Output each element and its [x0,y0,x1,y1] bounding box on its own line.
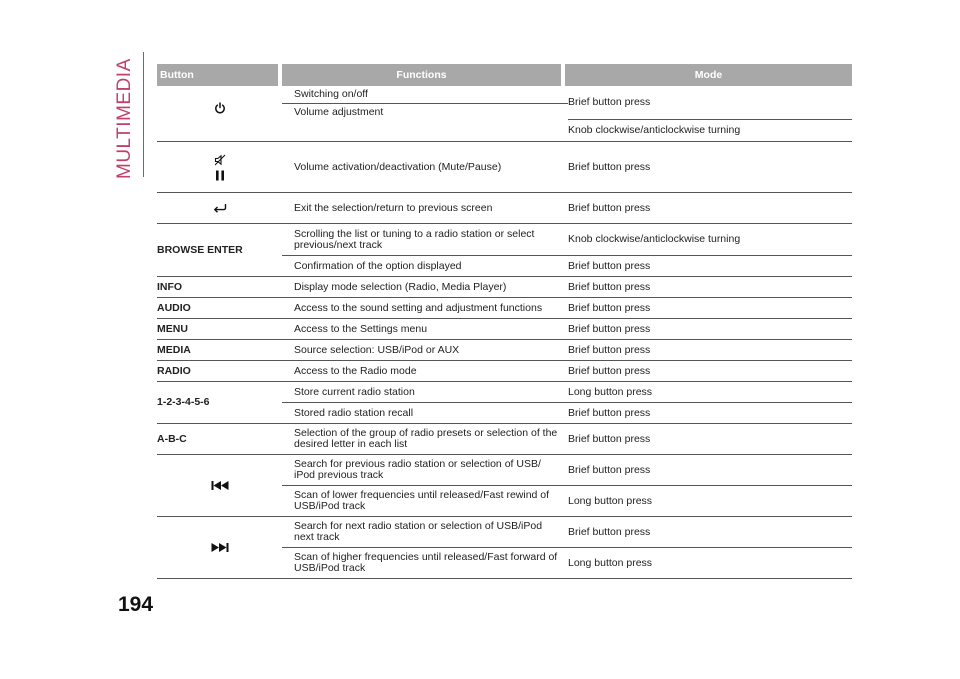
table-row [282,455,852,485]
table-cell: Access to the Settings menu [294,322,428,335]
radio-button-label: RADIO [157,364,191,377]
power-icon [214,102,226,114]
audio-button-label: AUDIO [157,301,191,314]
table-cell: Brief button press [568,160,651,173]
table-cell: Long button press [568,494,653,507]
table-cell: Brief button press [568,463,651,476]
table-header [157,64,852,86]
menu-group [157,319,852,340]
audio-group [157,298,852,319]
table-cell: Stored radio station recall [294,406,414,419]
prev-button-cell [157,455,282,516]
table-cell: Brief button press [568,301,651,314]
table-cell: Access to the sound setting and adjustment functions [294,301,543,314]
presets-group [157,382,852,424]
section-label: MULTIMEDIA [114,58,135,180]
table-cell: Brief button press [568,86,852,120]
table-row [282,361,852,381]
table-row [282,193,852,223]
radio-group [157,361,852,382]
table-cell: Exit the selection/return to previous screen [294,201,493,214]
info-button-label: INFO [157,280,183,293]
table-cell: Store current radio station [294,385,415,398]
table-row [282,319,852,339]
table-cell: Long button press [568,385,653,398]
table-cell: Brief button press [568,343,651,356]
table-row [282,298,852,318]
table-cell: Brief button press [568,280,651,293]
table-row [282,517,852,547]
presets-button-label: 1-2-3-4-5-6 [157,396,210,408]
abc-button-label: A-B-C [157,432,187,445]
controls-table [157,64,852,579]
table-cell: Brief button press [568,364,651,377]
table-row [282,547,852,578]
back-button-cell [157,193,282,223]
table-cell: Confirmation of the option displayed [294,259,462,272]
table-cell: Search for next radio station or selection of USB/iPod next track [294,520,543,543]
table-row [282,424,852,454]
table-cell: Display mode selection (Radio, Media Player) [294,280,507,293]
table-cell: Source selection: USB/iPod or AUX [294,343,460,356]
info-group [157,277,852,298]
table-row [282,382,852,402]
next-group [157,517,852,579]
table-cell: Brief button press [568,406,651,419]
table-cell: Scan of lower frequencies until released/Fast rewind of USB/iPod track [294,489,550,512]
table-cell: Volume adjustment [294,105,384,118]
media-group [157,340,852,361]
back-group [157,193,852,224]
table-row [282,402,852,423]
table-cell: Long button press [568,556,653,569]
section-rule [143,52,144,177]
table-row [282,340,852,360]
table-cell: Selection of the group of radio presets or selection of the desired letter in each list [294,427,558,450]
table-row [282,142,852,192]
table-cell: Scrolling the list or tuning to a radio station or select previous/next track [294,227,535,251]
skip-next-icon [211,543,229,552]
header-mode: Mode [565,64,852,86]
table-cell: Brief button press [568,525,651,538]
table-cell: Scan of higher frequencies until released/Fast forward of USB/iPod track [294,551,558,574]
pause-icon [215,170,225,181]
browse-group [157,224,852,277]
table-cell: Brief button press [568,201,651,214]
table-cell: Brief button press [568,432,651,445]
prev-group [157,455,852,517]
power-group [157,86,852,142]
table-cell: Knob clockwise/anticlockwise turning [568,124,741,136]
header-button: Button [157,64,278,86]
table-row [282,277,852,297]
table-row [282,224,852,255]
page-number: 194 [118,593,154,616]
mute-icon [214,154,226,166]
table-cell: Brief button press [568,259,651,272]
table-cell: Knob clockwise/anticlockwise turning [568,233,741,245]
table-row [282,485,852,516]
table-cell: Switching on/off [282,86,568,104]
mute-group [157,142,852,193]
table-cell: Search for previous radio station or selection of USB/ iPod previous track [294,458,541,481]
mute-button-cell [157,142,282,192]
abc-group [157,424,852,455]
table-row [282,255,852,276]
browse-button-label: BROWSE ENTER [157,243,243,256]
table-cell: Brief button press [568,322,651,335]
table-cell: Access to the Radio mode [294,364,417,377]
menu-button-label: MENU [157,322,188,335]
skip-previous-icon [211,481,229,490]
back-arrow-icon [213,203,227,213]
next-button-cell [157,517,282,578]
table-cell: Volume activation/deactivation (Mute/Pause) [294,160,502,173]
header-functions: Functions [282,64,561,86]
media-button-label: MEDIA [157,343,191,356]
power-button-cell [157,86,282,141]
